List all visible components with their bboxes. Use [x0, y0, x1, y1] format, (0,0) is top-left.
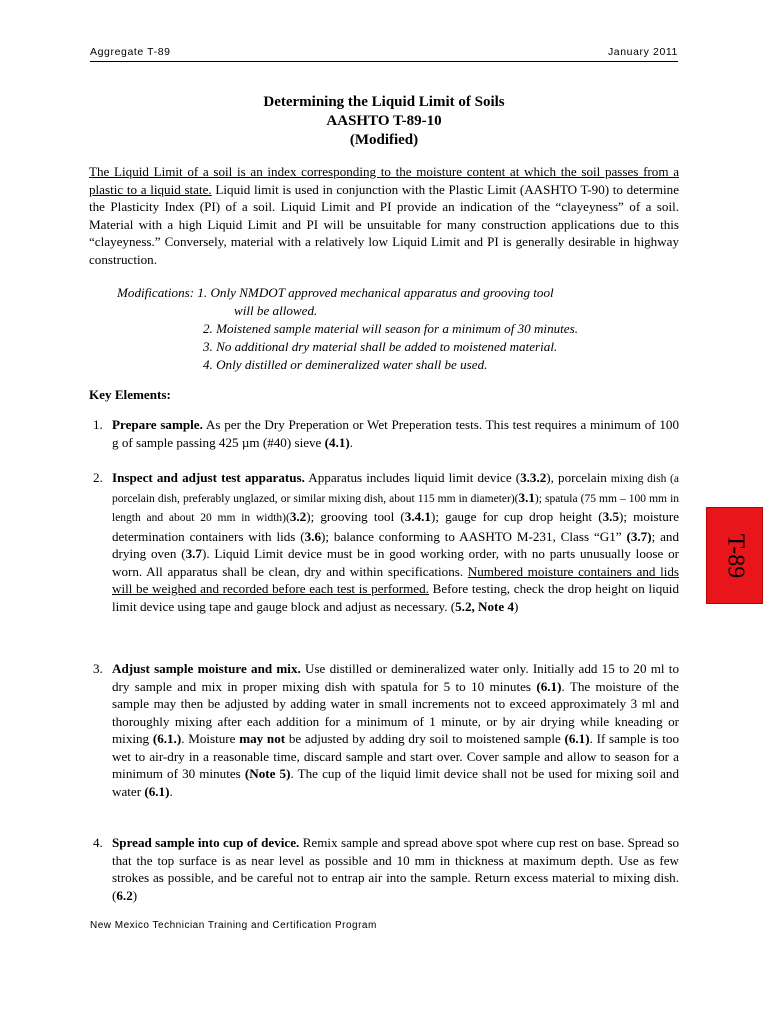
list-item: 2. Inspect and adjust test apparatus. Apparatus includes liquid limit device (3.3.2), porcelain mixing dish (a porcelain dish, preferably unglazed, or similar mixing dish, about 115 mm in diameter)(3.1); spatula (75 mm – 100 mm in length and about 20 mm in width)(3.2); grooving tool (3.4.1); gauge for cup drop height (3.5); moisture determination containers with lids (3.6); balance conforming to AASHTO M-231, Class “G1” (3.7); and drying oven (3.7). Liquid Limit device must be in good working order, with no parts unusually loose or worn. All apparatus shall be clean, dry and within specifications. Numbered moisture containers and lids will be weighed and recorded before each test is performed. Before testing, check the drop height on liquid limit device using tape and gauge block and adjust as necessary. (5.2, Note 4) — [93, 470, 680, 614]
modifications-block — [117, 284, 677, 374]
item-number: 4. — [93, 835, 103, 850]
list-item: 4. Spread sample into cup of device. Remix sample and spread above spot where cup rest on base. Spread so that the top surface is as near level as possible and 10 mm in thickness at maximum depth. Use as few strokes as possible, and be careful not to entrap air into the sample. Return excess material to mixing dish. (6.2) — [93, 835, 679, 903]
item-heading: Spread sample into cup of device. — [112, 835, 300, 850]
item-heading: Adjust sample moisture and mix. — [112, 661, 301, 676]
section-tab — [706, 507, 763, 604]
list-item: 1. Prepare sample. As per the Dry Preperation or Wet Preperation tests. This test requires a minimum of 100 g of sample passing 425 µm (#40) sieve (4.1). — [93, 417, 679, 450]
section-tab-label: T-89 — [722, 533, 748, 578]
title-line-2: AASHTO T-89-10 — [326, 113, 442, 129]
modification-4: 4. Only distilled or demineralized water shall be used. — [203, 357, 488, 372]
header-left: Aggregate T-89 — [90, 46, 171, 58]
modification-3: 3. No additional dry material shall be added to moistened material. — [203, 339, 558, 354]
page-header — [90, 45, 678, 62]
key-elements-heading: Key Elements: — [89, 387, 171, 402]
intro-definition: The Liquid Limit of a soil is an index corresponding to the moisture content at which the soil passes from a plastic to a liquid state. — [89, 164, 679, 197]
item-number: 2. — [93, 470, 103, 485]
intro-paragraph — [89, 163, 679, 268]
page-footer: New Mexico Technician Training and Certification Program — [90, 920, 377, 931]
document-title — [0, 93, 768, 150]
modification-2: 2. Moistened sample material will season for a minimum of 30 minutes. — [203, 321, 578, 336]
item-heading: Inspect and adjust test apparatus. — [112, 470, 305, 485]
item-number: 3. — [93, 661, 103, 676]
modification-1: Modifications: 1. Only NMDOT approved mechanical apparatus and grooving tool — [117, 285, 554, 300]
title-line-3: (Modified) — [349, 132, 419, 148]
item-heading: Prepare sample. — [112, 417, 203, 432]
list-item: 3. Adjust sample moisture and mix. Use distilled or demineralized water only. Initially add 15 to 20 ml to dry sample and mix in proper mixing dish with spatula for 5 to 10 minutes (6.1). The moisture of the sample may then be adjusted by adding water in small increments not to exceed approximately 3 ml and thoroughly mixing after each addition for a minimum of 1 minute, or by air drying while kneading or mixing (6.1.). Moisture may not be adjusted by adding dry soil to moistened sample (6.1). If sample is too wet to air-dry in a reasonable time, discard sample and start over. Cover sample and allow to season for a minimum of 30 minutes (Note 5). The cup of the liquid limit device shall not be used for mixing soil and water (6.1). — [93, 661, 680, 799]
title-line-1: Determining the Liquid Limit of Soils — [263, 94, 505, 110]
modification-1-cont: will be allowed. — [234, 303, 318, 318]
intro-text: Liquid limit is used in conjunction with the Plastic Limit (AASHTO T-90) to determine the Plasticity Index (PI) of a soil. Liquid Limit and PI provide an indication of the “clayeyness” of a soil. Material with a high Liquid Limit and PI will be unsuitable for many construction applications due to this “clayeyness.” Conversely, material with a relatively low Liquid Limit and PI is generally desirable in highway construction. — [89, 181, 680, 267]
header-right: January 2011 — [607, 46, 678, 58]
item-number: 1. — [93, 417, 103, 432]
